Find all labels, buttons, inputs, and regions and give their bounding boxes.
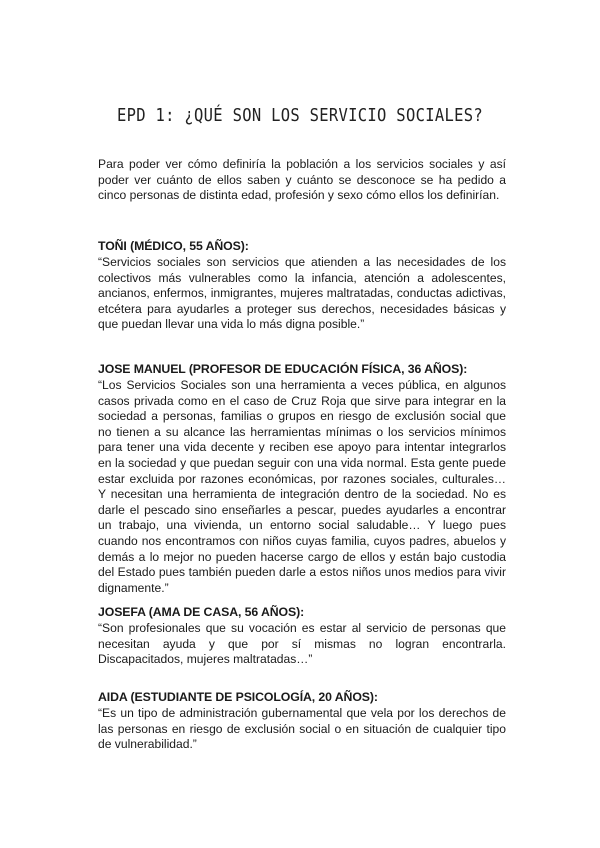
- intro-block: [98, 157, 506, 204]
- section-heading: TOÑI (MÉDICO, 55 AÑOS):: [98, 239, 249, 253]
- section-toni: [98, 238, 506, 333]
- section-jose-manuel: [98, 361, 506, 596]
- section-josefa: [98, 604, 506, 668]
- section-heading: AIDA (ESTUDIANTE DE PSICOLOGÍA, 20 AÑOS):: [98, 690, 378, 704]
- section-quote: “Servicios sociales son servicios que atienden a las necesidades de los colectivos más vulnerables como la infancia, atención a adolescentes, ancianos, enfermos, inmigrantes, mujeres maltratadas, conductas adictivas, etcétera para ayudarles a proteger sus derechos, necesidades básicas y que puedan llevar una vida lo más digna posible.”: [98, 255, 506, 332]
- section-heading: JOSE MANUEL (PROFESOR DE EDUCACIÓN FÍSICA, 36 AÑOS):: [98, 362, 468, 376]
- intro-paragraph: Para poder ver cómo definiría la población a los servicios sociales y así poder ver cuánto de ellos saben y cuánto se desconoce se ha pedido a cinco personas de distinta edad, profesión y sexo cómo ellos los definirían.: [98, 157, 506, 203]
- section-quote: “Los Servicios Sociales son una herramienta a veces pública, en algunos casos privada como en el caso de Cruz Roja que sirve para integrar en la sociedad a personas, familias o grupos en riesgo de exclusión social que no tienen a su alcance las herramientas mínimas o los servicios mínimos para tener una vida decente y reciben ese apoyo para intentar integrarlos en la sociedad y que puedan seguir con una vida normal. Esta gente puede estar excluida por razones económicas, por razones sociales, culturales… Y necesitan una herramienta de integración dentro de la sociedad. No es darle el pescado sino enseñarles a pescar, puedes ayudarles a encontrar un trabajo, una vivienda, un entorno social saludable… Y luego pues cuando nos encontramos con niños cuyas familia, cuyos padres, abuelos y demás a lo mejor no pueden hacerse cargo de ellos y están bajo custodia del Estado pues también pueden darle a estos niños unos medios para vivir dignamente.”: [98, 378, 506, 595]
- section-quote: “Es un tipo de administración gubernamental que vela por los derechos de las personas en riesgo de exclusión social o en situación de cualquier tipo de vulnerabilidad.”: [98, 706, 506, 752]
- section-aida: [98, 689, 506, 753]
- page-title: EPD 1: ¿QUÉ SON LOS SERVICIO SOCIALES?: [116, 104, 483, 126]
- section-quote: “Son profesionales que su vocación es estar al servicio de personas que necesitan ayuda y que por sí mismas no logran encontrarla. Discapacitados, mujeres maltratadas…”: [98, 621, 506, 667]
- section-heading: JOSEFA (AMA DE CASA, 56 AÑOS):: [98, 605, 305, 619]
